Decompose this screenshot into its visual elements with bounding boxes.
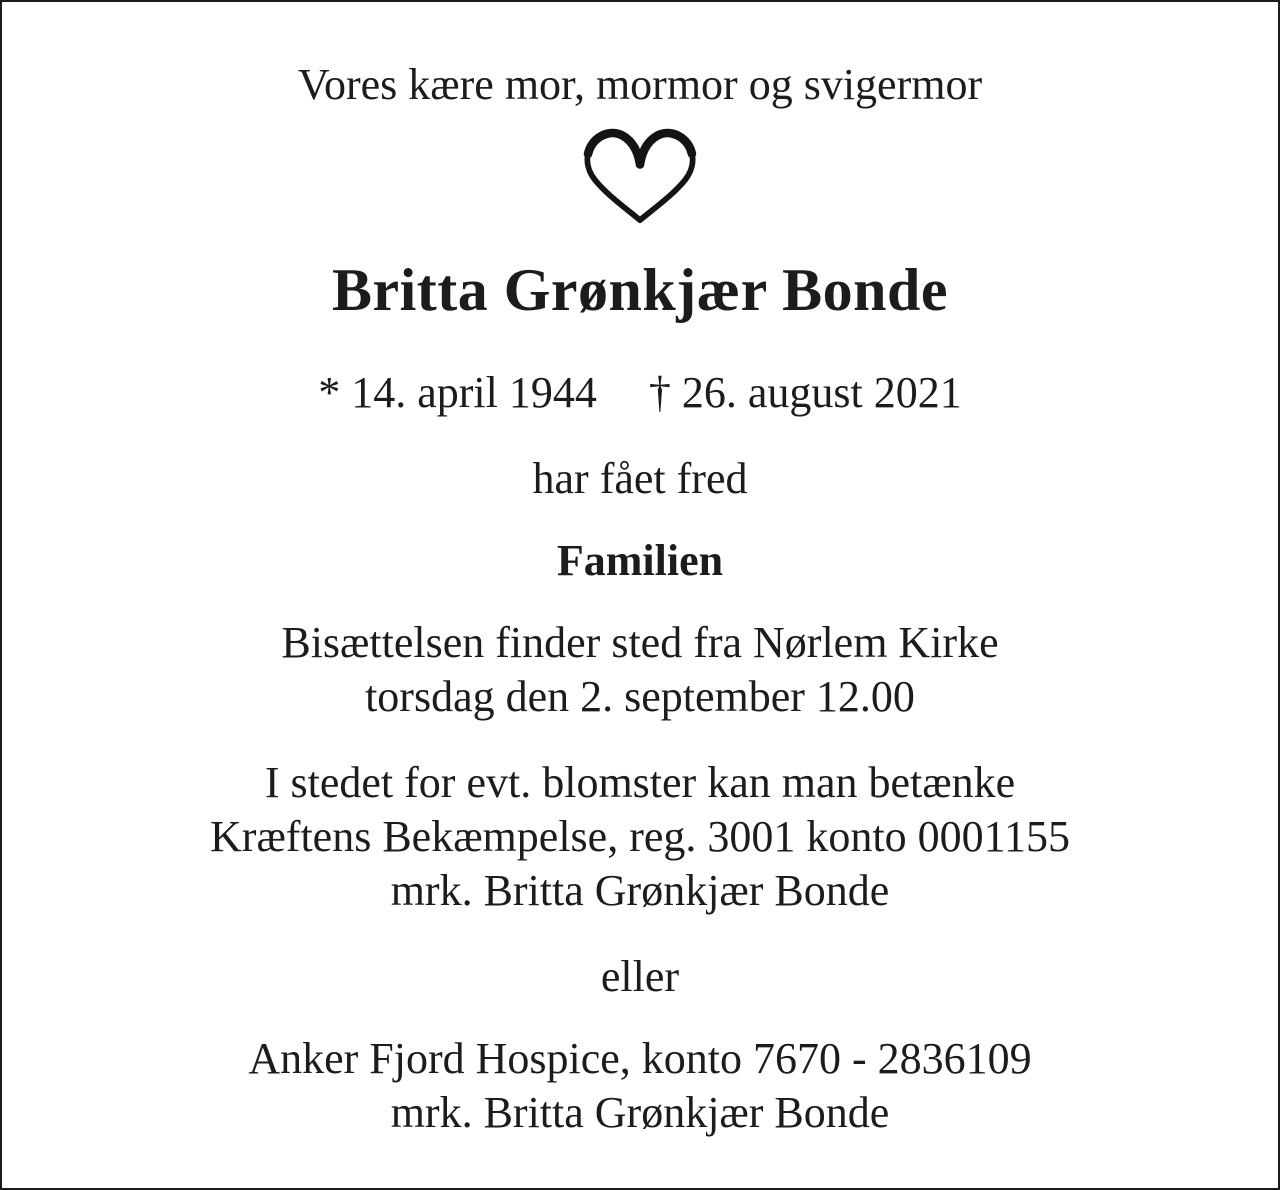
intro-line: Vores kære mor, mormor og svigermor	[297, 60, 983, 109]
ceremony-line-1: Bisættelsen finder sted fra Nørlem Kirke	[281, 618, 999, 668]
donation-secondary-line-2: mrk. Britta Grønkjær Bonde	[390, 1088, 890, 1138]
or-label: eller	[600, 952, 680, 1002]
donation-secondary-paragraph	[2, 1032, 1278, 1140]
heart-icon-container	[2, 124, 1278, 224]
birth-date: * 14. april 1944	[318, 368, 597, 418]
donation-secondary-line-1: Anker Fjord Hospice, konto 7670 - 2836109	[248, 1034, 1032, 1084]
donation-primary-paragraph	[2, 756, 1278, 918]
donation-primary-line-3: mrk. Britta Grønkjær Bonde	[390, 866, 890, 916]
death-date: † 26. august 2021	[648, 368, 962, 418]
peace-line: har fået fred	[532, 454, 748, 504]
life-dates	[2, 366, 1278, 420]
ceremony-line-2: torsdag den 2. september 12.00	[365, 672, 915, 722]
ceremony-paragraph	[2, 616, 1278, 724]
heart-outline-icon	[572, 124, 708, 224]
family-signature: Familien	[556, 536, 724, 586]
donation-primary-line-2: Kræftens Bekæmpelse, reg. 3001 konto 0001155	[210, 812, 1070, 862]
deceased-name: Britta Grønkjær Bonde	[331, 257, 949, 323]
donation-primary-line-1: I stedet for evt. blomster kan man betænke	[264, 758, 1016, 808]
